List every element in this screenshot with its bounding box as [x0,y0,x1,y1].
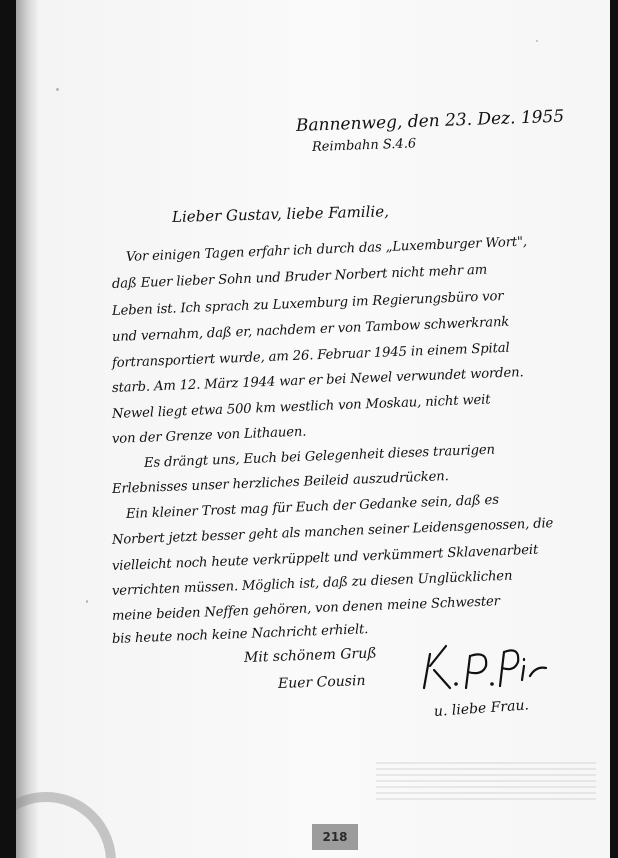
letter-body-line: Vor einigen Tagen erfahr ich durch das „Luxemburger Wort", [125,234,528,265]
scan-speck [56,88,59,91]
letter-salutation: Lieber Gustav, liebe Familie, [171,202,390,226]
handwritten-signature [416,636,556,706]
letter-body-line: starb. Am 12. März 1944 war er bei Newel verwundet worden. [111,365,524,396]
signature-wife-line: u. liebe Frau. [433,697,530,720]
letter-signoff: Euer Cousin [277,672,366,692]
scan-speck [536,40,538,42]
letter-body-line: Ein kleiner Trost mag für Euch der Gedanke sein, daß es [125,492,500,522]
letter-body-line: Leben ist. Ich sprach zu Luxemburg im Regierungsbüro vor [111,288,504,319]
page-number: 218 [312,824,358,850]
letter-body-line: meine beiden Neffen gehören, von denen meine Schwester [111,594,501,624]
page-corner-curl [16,792,116,858]
scan-speck [86,600,88,603]
letter-address: Reimbahn S.4.6 [311,136,417,155]
letter-body-line: verrichten müssen. Möglich ist, daß zu diesen Unglücklichen [111,568,513,599]
print-bleed-through [376,760,596,800]
letter-body-line: Erlebnisses unser herzliches Beileid auszudrücken. [111,469,449,497]
letter-body-line: daß Euer lieber Sohn und Bruder Norbert nicht mehr am [111,262,488,292]
letter-body-line: Norbert jetzt besser geht als manchen seiner Leidensgenossen, die [111,516,554,548]
letter-body-line: vielleicht noch heute verkrüppelt und verkümmert Sklavenarbeit [111,542,539,574]
letter-closing: Mit schönem Gruß [243,645,377,666]
letter-body-line: Newel liegt etwa 500 km westlich von Moskau, nicht weit [111,392,491,422]
letter-body-line: Es drängt uns, Euch bei Gelegenheit dieses traurigen [143,442,496,471]
letter-body-line: von der Grenze von Lithauen. [111,424,307,447]
letter-body-line: fortransportiert wurde, am 26. Februar 1945 in einem Spital [111,340,510,371]
letter-date-line: Bannenweg, den 23. Dez. 1955 [295,106,565,136]
book-binding-shadow [16,0,38,858]
letter-body-line: bis heute noch keine Nachricht erhielt. [111,622,369,647]
scanned-letter-page [16,0,610,858]
letter-body-line: und vernahm, daß er, nachdem er von Tambow schwerkrank [111,314,510,345]
